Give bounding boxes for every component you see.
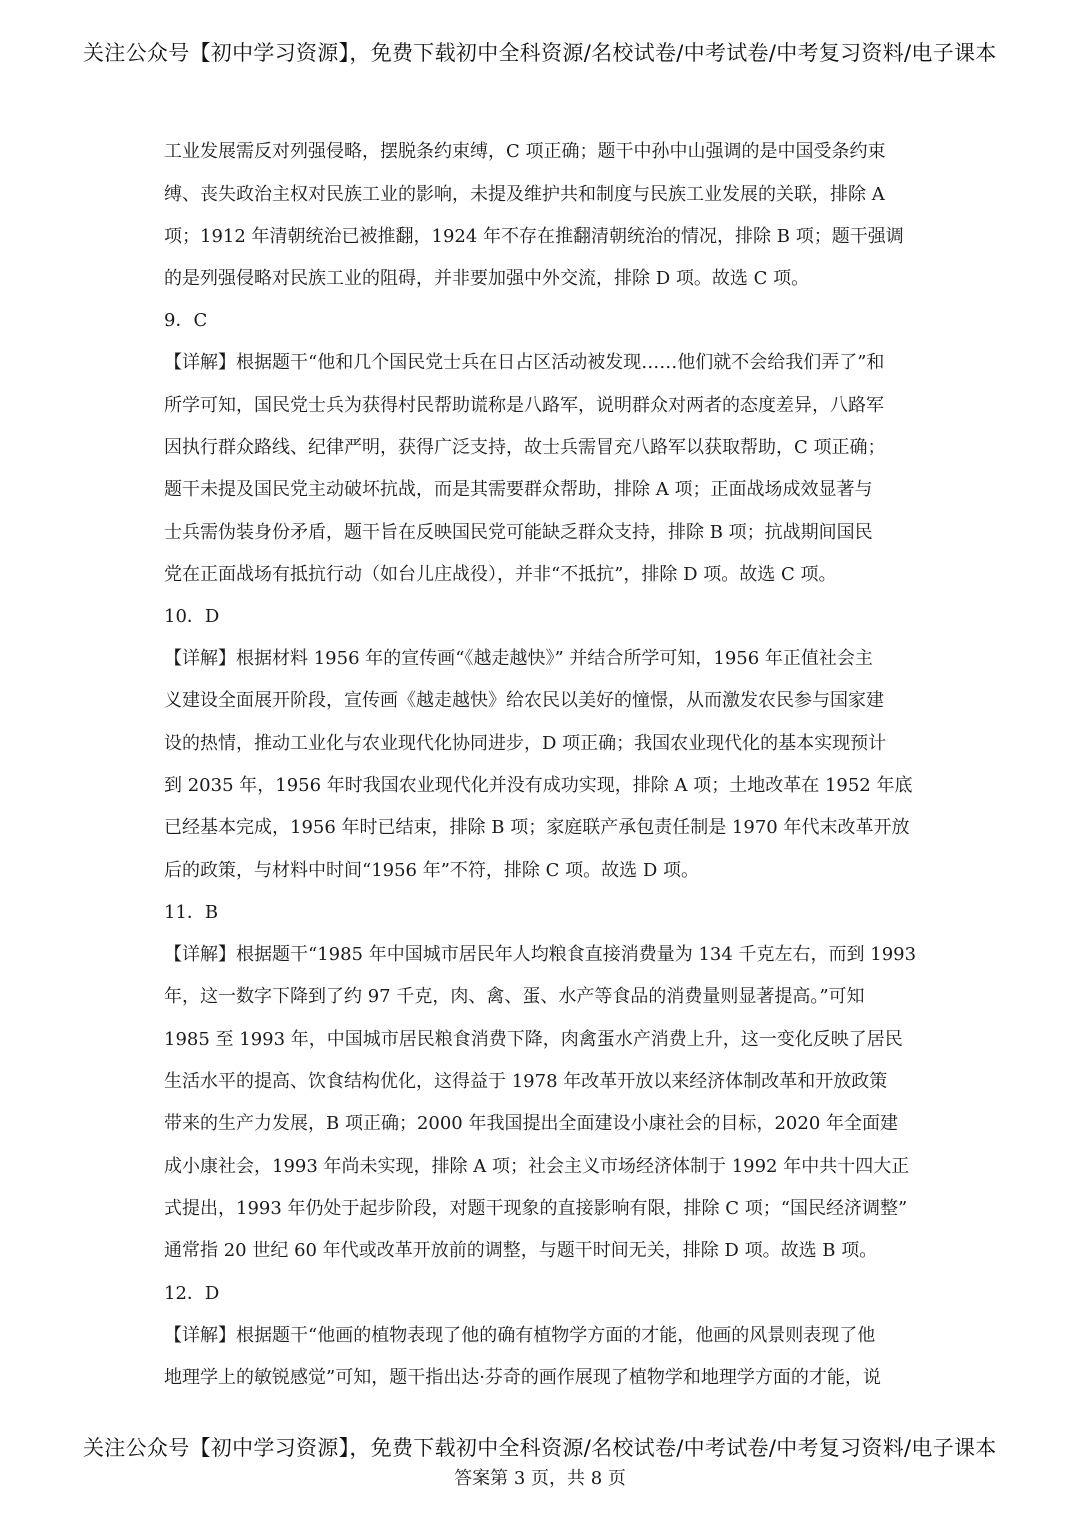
- question-number: 9．C: [164, 310, 208, 331]
- text-line: 题干未提及国民党主动破坏抗战，而是其需要群众帮助，排除 A 项；正面战场成效显著与: [164, 479, 873, 500]
- text-line: 义建设全面展开阶段，宣传画《越走越快》给农民以美好的憧憬，从而激发农民参与国家建: [164, 690, 884, 711]
- text-line: 工业发展需反对列强侵略，摆脱条约束缚，C 项正确；题干中孙中山强调的是中国受条约束: [164, 141, 886, 162]
- footer-banner: 关注公众号【初中学习资源】，免费下载初中全科资源/名校试卷/中考试卷/中考复习资料/电子课本: [83, 1436, 997, 1460]
- text-line: 【详解】根据材料 1956 年的宣传画“《越走越快》” 并结合所学可知，1956 年正值社会主: [164, 648, 873, 669]
- question-number: 11．B: [164, 902, 219, 923]
- text-line: 设的热情，推动工业化与农业现代化协同进步，D 项正确；我国农业现代化的基本实现预计: [164, 733, 887, 754]
- question-number: 10．D: [164, 606, 220, 627]
- question-number: 12．D: [164, 1283, 220, 1304]
- text-line: 已经基本完成，1956 年时已结束，排除 B 项；家庭联产承包责任制是 1970 年代末改革开放: [164, 817, 910, 838]
- text-line: 通常指 20 世纪 60 年代或改革开放前的调整，与题干时间无关，排除 D 项。故选 B 项。: [164, 1240, 878, 1261]
- text-line: 【详解】根据题干“他和几个国民党士兵在日占区活动被发现……他们就不会给我们弄了”和: [164, 352, 885, 373]
- text-line: 士兵需伪装身份矛盾，题干旨在反映国民党可能缺乏群众支持，排除 B 项；抗战期间国民: [164, 522, 873, 543]
- text-line: 缚、丧失政治主权对民族工业的影响，未提及维护共和制度与民族工业发展的关联，排除 A: [164, 184, 885, 205]
- text-line: 成小康社会，1993 年尚未实现，排除 A 项；社会主义市场经济体制于 1992 年中共十四大正: [164, 1156, 910, 1177]
- text-line: 式提出，1993 年仍处于起步阶段，对题干现象的直接影响有限，排除 C 项；“国民经济调整”: [164, 1198, 908, 1219]
- header-banner: 关注公众号【初中学习资源】，免费下载初中全科资源/名校试卷/中考试卷/中考复习资料/电子课本: [83, 41, 997, 65]
- page-number: 答案第 3 页，共 8 页: [454, 1468, 626, 1489]
- text-line: 生活水平的提高、饮食结构优化，这得益于 1978 年改革开放以来经济体制改革和开放政策: [164, 1071, 888, 1092]
- text-line: 带来的生产力发展，B 项正确；2000 年我国提出全面建设小康社会的目标，2020 年全面建: [164, 1113, 899, 1134]
- text-line: 地理学上的敏锐感觉”可知，题干指出达·芬奇的画作展现了植物学和地理学方面的才能，说: [164, 1367, 881, 1388]
- text-line: 年，这一数字下降到了约 97 千克，肉、禽、蛋、水产等食品的消费量则显著提高。”可知: [164, 986, 865, 1007]
- text-line: 到 2035 年，1956 年时我国农业现代化并没有成功实现，排除 A 项；土地改革在 1952 年底: [164, 775, 913, 796]
- text-line: 【详解】根据题干“他画的植物表现了他的确有植物学方面的才能，他画的风景则表现了他: [164, 1325, 876, 1346]
- text-line: 党在正面战场有抵抗行动（如台儿庄战役），并非“不抵抗”，排除 D 项。故选 C 项。: [164, 564, 837, 585]
- text-line: 项；1912 年清朝统治已被推翻，1924 年不存在推翻清朝统治的情况，排除 B 项；题干强调: [164, 226, 904, 247]
- text-line: 后的政策，与材料中时间“1956 年”不符，排除 C 项。故选 D 项。: [164, 860, 700, 881]
- text-line: 所学可知，国民党士兵为获得村民帮助谎称是八路军，说明群众对两者的态度差异，八路军: [164, 395, 884, 416]
- text-line: 的是列强侵略对民族工业的阻碍，并非要加强中外交流，排除 D 项。故选 C 项。: [164, 268, 810, 289]
- text-line: 1985 至 1993 年，中国城市居民粮食消费下降，肉禽蛋水产消费上升，这一变化反映了居民: [164, 1029, 903, 1050]
- text-line: 因执行群众路线、纪律严明，获得广泛支持，故士兵需冒充八路军以获取帮助，C 项正确；: [164, 437, 886, 458]
- text-line: 【详解】根据题干“1985 年中国城市居民年人均粮食直接消费量为 134 千克左右，而到 1993: [164, 944, 917, 965]
